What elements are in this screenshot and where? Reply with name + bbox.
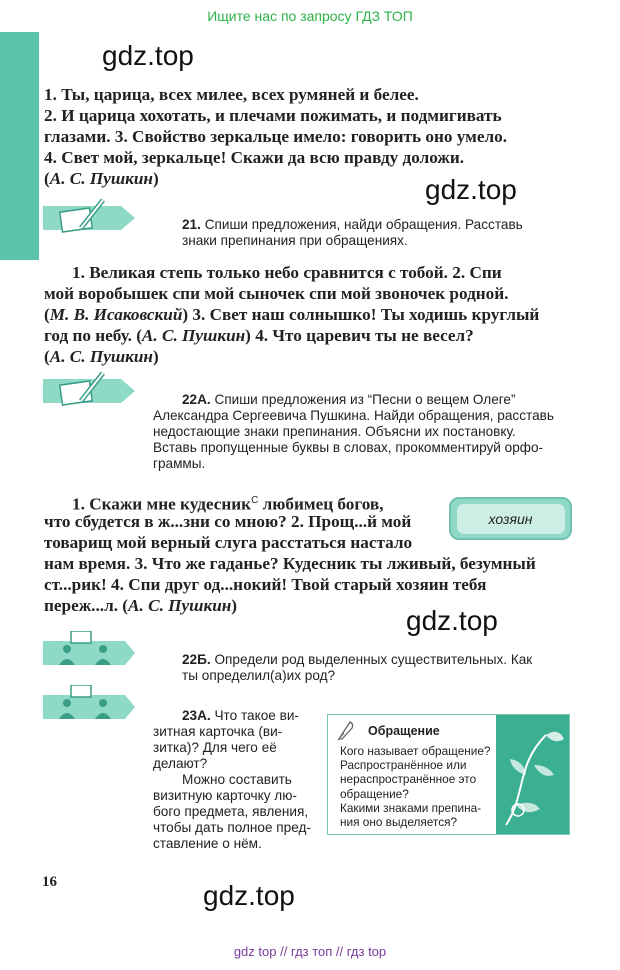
text-line: (А. С. Пушкин) <box>44 347 159 366</box>
text-line: (А. С. Пушкин) <box>44 169 159 188</box>
task-text: зитная карточка (ви- <box>153 724 283 739</box>
writing-task-icon <box>43 198 135 238</box>
task-text: чтобы дать полное пред- <box>153 820 311 835</box>
author: М. В. Исаковский <box>49 305 183 324</box>
task-text: Александра Сергеевича Пушкина. Найди обращения, расставь <box>153 408 554 423</box>
text-segment: ) 4. Что царевич ты не весел? <box>245 326 474 345</box>
task-number: 21. <box>182 217 201 232</box>
task-text: ты определил(а)их род? <box>182 668 336 683</box>
page-number: 16 <box>42 874 57 890</box>
text-line: глазами. 3. Свойство зеркальце имело: говорить оно умело. <box>44 127 508 146</box>
task-text: бого предмета, явления, <box>153 804 309 819</box>
text-line: (М. В. Исаковский) 3. Свет наш солнышко! Ты ходишь круглый <box>44 305 540 324</box>
info-box-title: Обращение <box>368 724 440 738</box>
text-line: переж...л. (А. С. Пушкин) <box>44 596 238 615</box>
sidebar-decoration <box>0 32 39 260</box>
text-line: 2. И царица хохотать, и плечами пожимать, и подмигивать <box>44 106 502 125</box>
text-line <box>44 325 572 346</box>
task-text: Определи род выделенных существительных. Как <box>214 652 533 667</box>
vocabulary-word: хозяин <box>457 504 565 534</box>
discussion-task-icon <box>43 685 135 725</box>
info-line: Распространённое или <box>340 758 467 773</box>
task-text: ставление о нём. <box>153 836 262 851</box>
text-segment: ) 3. Свет наш солнышко! Ты ходишь круглый <box>182 305 540 324</box>
exercise-text-block-3b <box>44 511 440 553</box>
text-line: нам время. 3. Что же гаданье? Кудесник ты лживый, безумный <box>44 554 536 573</box>
task-number: 22А. <box>182 392 211 407</box>
author: А. С. Пушкин <box>49 169 153 188</box>
floral-ornament-icon <box>496 715 569 834</box>
task-text: Что такое ви- <box>214 708 299 723</box>
text-segment: 1. Скажи мне кудесник <box>72 494 252 514</box>
info-line: обращение? <box>340 786 409 801</box>
info-line: Кого называет обращение? <box>340 744 491 758</box>
task-number: 23А. <box>182 708 211 723</box>
watermark: gdz.top <box>406 605 498 636</box>
exercise-text-block-2b <box>44 283 572 367</box>
text-line: 1. Великая степь только небо сравнится с тобой. 2. Спи <box>72 263 502 282</box>
task-22b <box>182 652 574 684</box>
exercise-text-block-3c <box>44 553 572 616</box>
task-23a <box>153 708 313 852</box>
watermark: gdz.top <box>203 880 295 911</box>
watermark: gdz.top <box>425 174 517 205</box>
task-text: Вставь пропущенные буквы в словах, прокомментируй орфо- <box>153 440 544 455</box>
text-line: товарищ мой верный слуга расстаться настало <box>44 533 413 552</box>
task-number: 22Б. <box>182 652 211 667</box>
exercise-text-block-1 <box>44 84 571 189</box>
task-text: делают? <box>153 756 208 771</box>
discussion-task-icon <box>43 631 135 671</box>
task-text: Спиши предложения из “Песни о вещем Олеге” <box>214 392 516 407</box>
info-line: Какими знаками препина- <box>340 800 482 815</box>
footer-links[interactable]: gdz top // гдз топ // гдз top <box>233 944 387 959</box>
spiral-ornament-icon <box>4 228 34 258</box>
task-text: знаки препинания при обращениях. <box>182 233 408 248</box>
quill-pen-icon <box>336 719 356 741</box>
text-line: 4. Свет мой, зеркальце! Скажи да всю правду доложи. <box>44 148 465 167</box>
info-line: ния оно выделяется? <box>340 815 458 830</box>
author: А. С. Пушкин <box>49 347 153 366</box>
text-segment: год по небу. ( <box>44 326 142 345</box>
exercise-text-block-2 <box>72 262 572 283</box>
watermark: gdz.top <box>102 40 194 71</box>
task-text: недостающие знаки препинания. Объясни их постановку. <box>153 424 516 439</box>
superscript-mark: С <box>251 495 259 506</box>
task-text: граммы. <box>153 456 206 471</box>
top-search-link[interactable]: Ищите нас по запросу ГДЗ ТОП <box>207 8 413 24</box>
text-line: 1. Ты, царица, всех милее, всех румяней и белее. <box>44 85 419 104</box>
author: А. С. Пушкин <box>141 326 246 345</box>
floral-decoration <box>496 715 569 834</box>
author: А. С. Пушкин <box>128 596 232 615</box>
text-segment: любимец богов, <box>258 494 384 514</box>
info-box-text <box>340 744 500 829</box>
task-text: визитную карточку лю- <box>153 788 297 803</box>
task-text: Спиши предложения, найди обращения. Расставь <box>204 217 523 232</box>
task-22a <box>153 392 573 472</box>
task-21 <box>182 217 574 249</box>
vocabulary-hint-box <box>449 497 572 540</box>
task-text: Можно составить <box>182 772 292 787</box>
info-line: нераспространённое это <box>340 772 477 787</box>
text-line: ст...рик! 4. Спи друг од...нокий! Твой старый хозяин тебя <box>44 575 487 594</box>
writing-task-icon <box>43 371 135 411</box>
text-line: что сбудется в ж...зни со мною? 2. Прощ...й мой <box>44 512 412 531</box>
task-text: зитка)? Для чего её <box>153 740 277 755</box>
text-line: мой воробышек спи мой сыночек спи мой звоночек родной. <box>44 284 509 303</box>
text-segment: переж...л. ( <box>44 596 129 615</box>
